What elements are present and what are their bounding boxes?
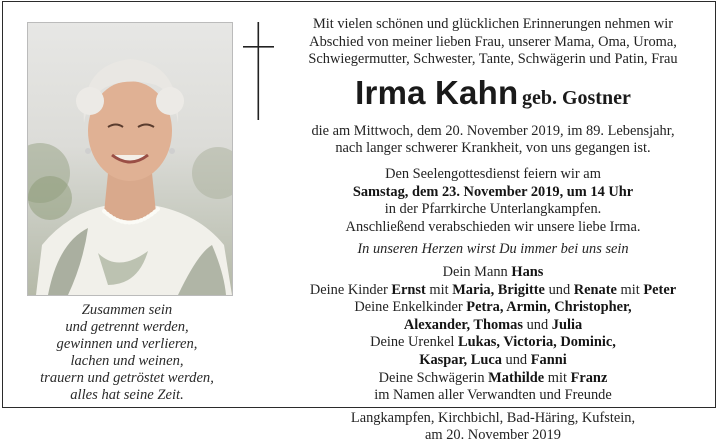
deceased-name: Irma Kahn — [355, 73, 519, 111]
mourner-greatgrandchildren: Deine Urenkel Lukas, Victoria, Dominic, — [370, 334, 616, 351]
poem — [13, 302, 241, 404]
portrait-photo — [27, 22, 233, 296]
maiden-name: geb. Gostner — [521, 86, 631, 109]
mourner-sister-in-law: Deine Schwägerin Mathilde mit Franz — [378, 369, 608, 386]
service-place: in der Pfarrkirche Unterlangkampfen. — [384, 201, 602, 218]
cross-icon — [241, 16, 277, 126]
intro-line: Schwiegermutter, Schwester, Tante, Schwägerin und Patin, Frau — [308, 51, 678, 68]
mourner-grandchildren-cont: Alexander, Thomas und Julia — [403, 316, 583, 333]
service-intro: Den Seelengottesdienst feiern wir am — [385, 165, 601, 182]
obituary-notice — [2, 1, 716, 444]
notice-text — [279, 16, 707, 445]
location-line: Langkampfen, Kirchbichl, Bad-Häring, Kufstein, — [350, 409, 636, 426]
poem-line: trauern und getröstet werden, — [40, 370, 214, 386]
service-farewell: Anschließend verabschieden wir unsere liebe Irma. — [345, 218, 641, 235]
intro-line: Abschied von meiner lieben Frau, unserer Mama, Oma, Uroma, — [309, 33, 677, 50]
motto: In unseren Herzen wirst Du immer bei uns sein — [357, 241, 629, 258]
death-info-line: die am Mittwoch, dem 20. November 2019, im 89. Lebensjahr, — [311, 122, 675, 139]
mourner-greatgrandchildren-cont: Kaspar, Luca und Fanni — [419, 351, 567, 368]
poem-line: alles hat seine Zeit. — [70, 387, 184, 403]
date-line: am 20. November 2019 — [425, 427, 561, 444]
service-date: Samstag, dem 23. November 2019, um 14 Uhr — [352, 183, 634, 200]
poem-line: und getrennt werden, — [65, 319, 189, 335]
poem-line: Zusammen sein — [81, 302, 173, 318]
mourner-relatives: im Namen aller Verwandten und Freunde — [374, 387, 612, 404]
poem-line: lachen und weinen, — [70, 353, 184, 369]
mourner-children: Deine Kinder Ernst mit Maria, Brigitte und Renate mit Peter — [309, 281, 677, 298]
intro-line: Mit vielen schönen und glücklichen Erinnerungen nehmen wir — [312, 16, 674, 32]
poem-line: gewinnen und verlieren, — [56, 336, 198, 352]
death-info-line: nach langer schwerer Krankheit, von uns gegangen ist. — [335, 140, 651, 157]
mourner-grandchildren: Deine Enkelkinder Petra, Armin, Christopher, — [354, 299, 632, 316]
deceased-heading — [279, 75, 707, 118]
mourner-husband: Dein Mann Hans — [442, 263, 544, 280]
portrait-illustration — [28, 23, 232, 295]
